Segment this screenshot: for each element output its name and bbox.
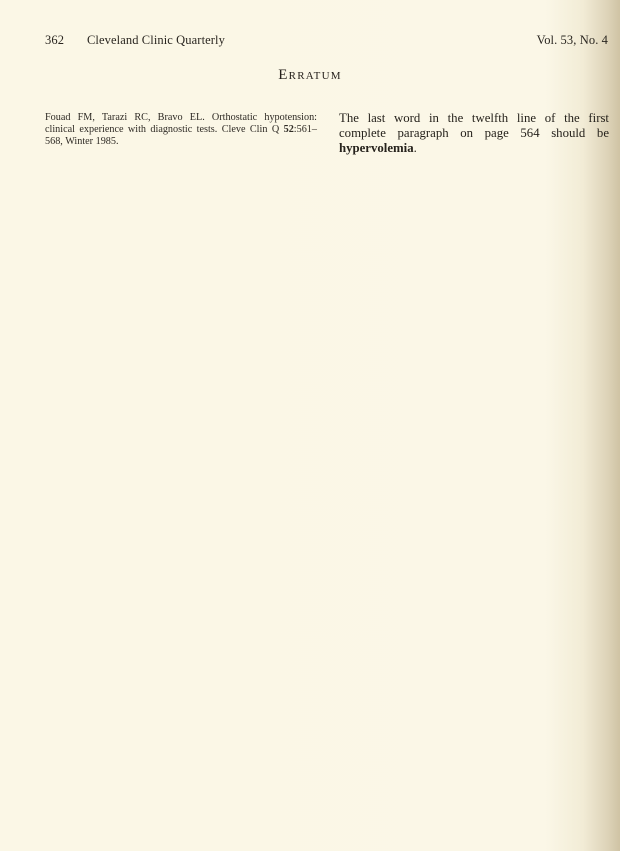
correction-body: The last word in the twelfth line of the first complete paragraph on page 564 should be	[339, 111, 609, 140]
page-number: 362	[45, 33, 65, 47]
journal-name: Cleveland Clinic Quarterly	[87, 33, 225, 47]
corrected-word: hypervolemia	[339, 141, 414, 155]
erratum-correction-text	[339, 111, 609, 156]
citation-authors-title: Fouad FM, Tarazi RC, Bravo EL. Orthostatic hypotension: clinical experience with diagnostic tests. Cleve Clin Q	[45, 112, 317, 136]
citation-volume: 52	[283, 124, 294, 136]
section-title: Erratum	[278, 67, 342, 83]
citation-pages-date: :561–568, Winter 1985.	[45, 124, 317, 148]
erratum-citation	[45, 112, 317, 149]
running-header	[45, 33, 608, 49]
correction-end: .	[413, 141, 417, 155]
volume-issue: Vol. 53, No. 4	[536, 33, 608, 47]
